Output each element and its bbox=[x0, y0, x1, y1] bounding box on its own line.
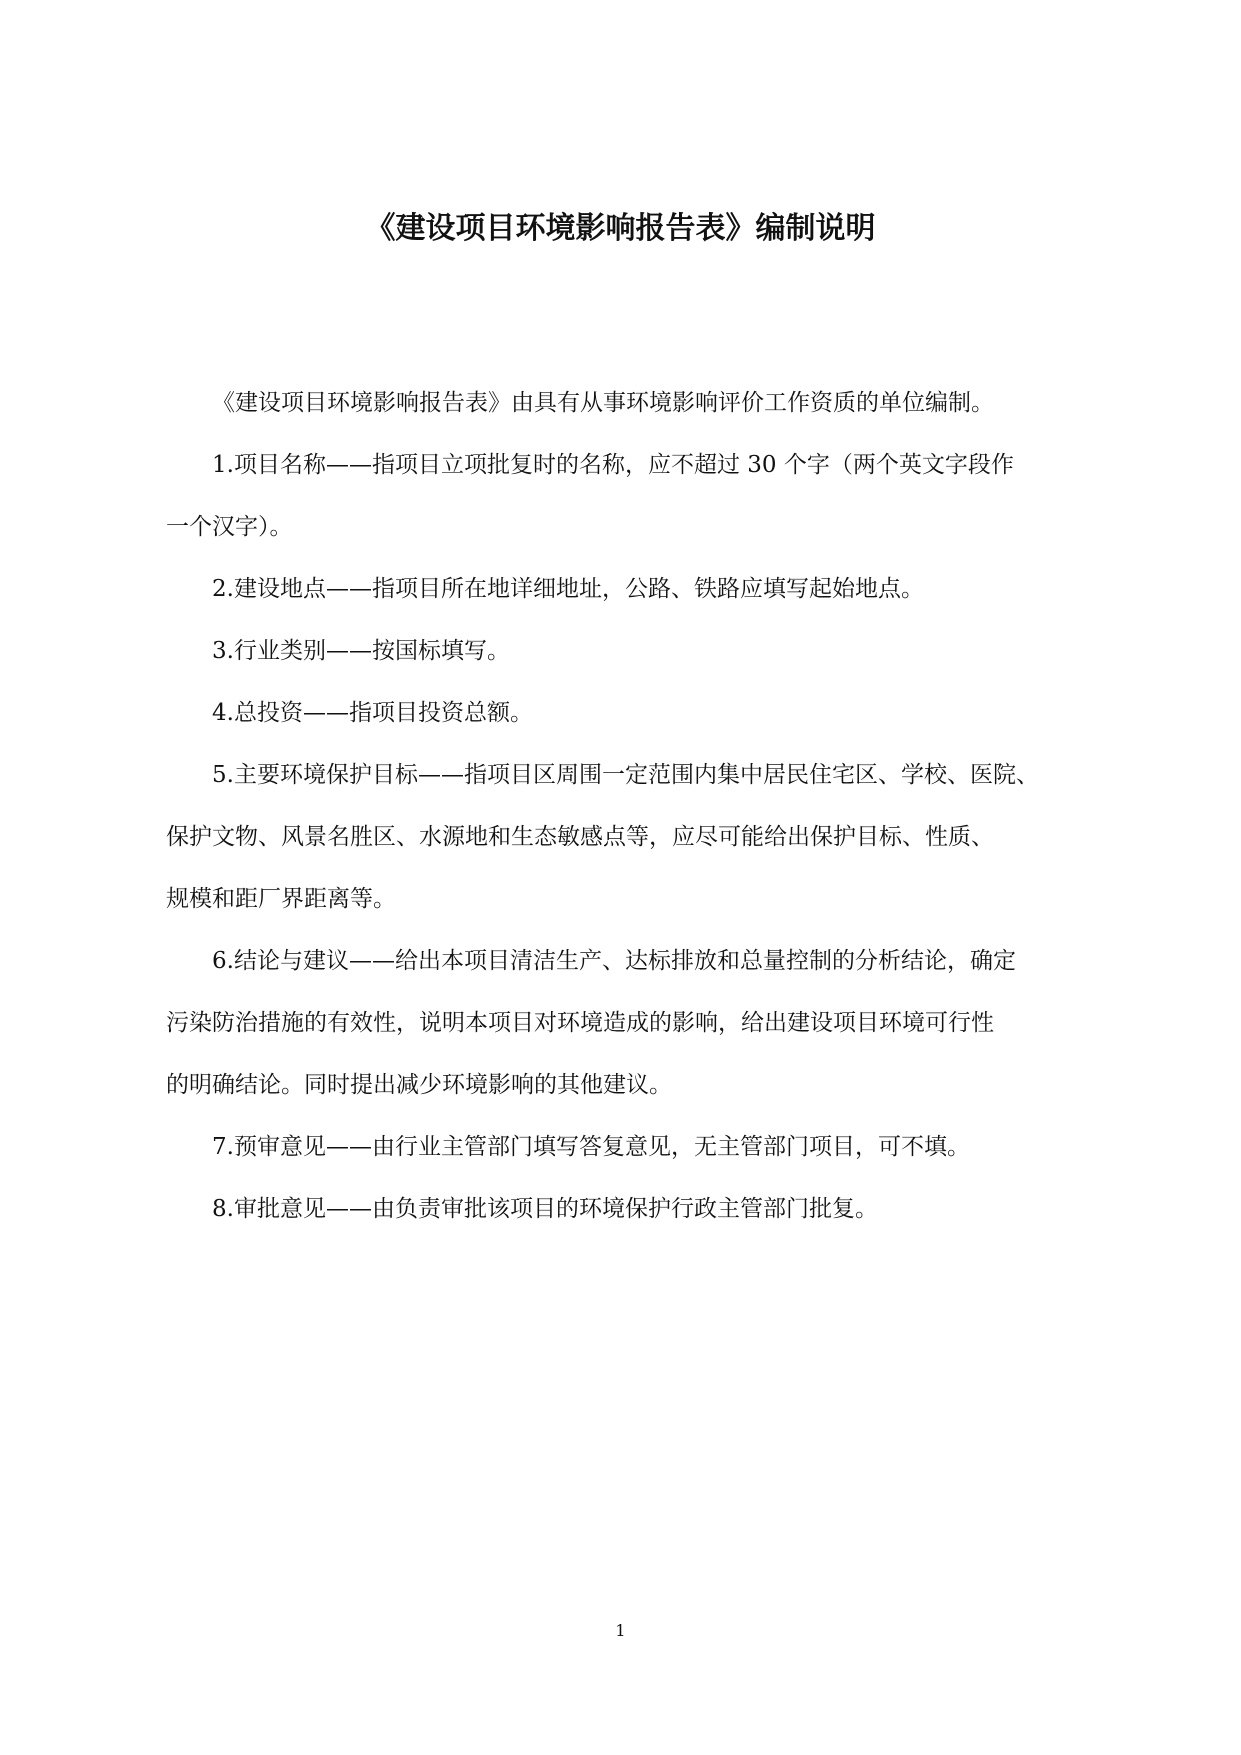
page-number: 1 bbox=[615, 1621, 626, 1640]
paragraph-line: 《建设项目环境影响报告表》由具有从事环境影响评价工作资质的单位编制。 bbox=[212, 390, 994, 416]
page-title: 《建设项目环境影响报告表》编制说明 bbox=[365, 211, 876, 246]
paragraph-line: 污染防治措施的有效性，说明本项目对环境造成的影响，给出建设项目环境可行性 bbox=[166, 1010, 994, 1036]
paragraph-item-3 bbox=[166, 620, 1106, 682]
document-body bbox=[166, 372, 1106, 1240]
paragraph-line: 一个汉字）。 bbox=[166, 514, 293, 540]
paragraph-line: 1.项目名称——指项目立项批复时的名称，应不超过 30 个字（两个英文字段作 bbox=[212, 452, 1014, 478]
paragraph-line: 规模和距厂界距离等。 bbox=[166, 886, 396, 912]
paragraph-intro bbox=[166, 372, 1106, 434]
paragraph-line: 8.审批意见——由负责审批该项目的环境保护行政主管部门批复。 bbox=[212, 1196, 878, 1222]
paragraph-line: 5.主要环境保护目标——指项目区周围一定范围内集中居民住宅区、学校、医院、 bbox=[212, 762, 1039, 788]
paragraph-line: 保护文物、风景名胜区、水源地和生态敏感点等，应尽可能给出保护目标、性质、 bbox=[166, 824, 994, 850]
paragraph-item-2 bbox=[166, 558, 1106, 620]
paragraph-item-1 bbox=[166, 434, 1106, 558]
paragraph-item-7 bbox=[166, 1116, 1106, 1178]
paragraph-item-8 bbox=[166, 1178, 1106, 1240]
paragraph-line: 6.结论与建议——给出本项目清洁生产、达标排放和总量控制的分析结论，确定 bbox=[212, 948, 1016, 974]
paragraph-line: 的明确结论。同时提出减少环境影响的其他建议。 bbox=[166, 1072, 672, 1098]
paragraph-line: 3.行业类别——按国标填写。 bbox=[212, 638, 510, 664]
paragraph-item-5 bbox=[166, 744, 1106, 930]
paragraph-line: 7.预审意见——由行业主管部门填写答复意见，无主管部门项目，可不填。 bbox=[212, 1134, 970, 1160]
paragraph-item-6 bbox=[166, 930, 1106, 1116]
paragraph-line: 2.建设地点——指项目所在地详细地址，公路、铁路应填写起始地点。 bbox=[212, 576, 924, 602]
paragraph-item-4 bbox=[166, 682, 1106, 744]
paragraph-line: 4.总投资——指项目投资总额。 bbox=[212, 700, 533, 726]
